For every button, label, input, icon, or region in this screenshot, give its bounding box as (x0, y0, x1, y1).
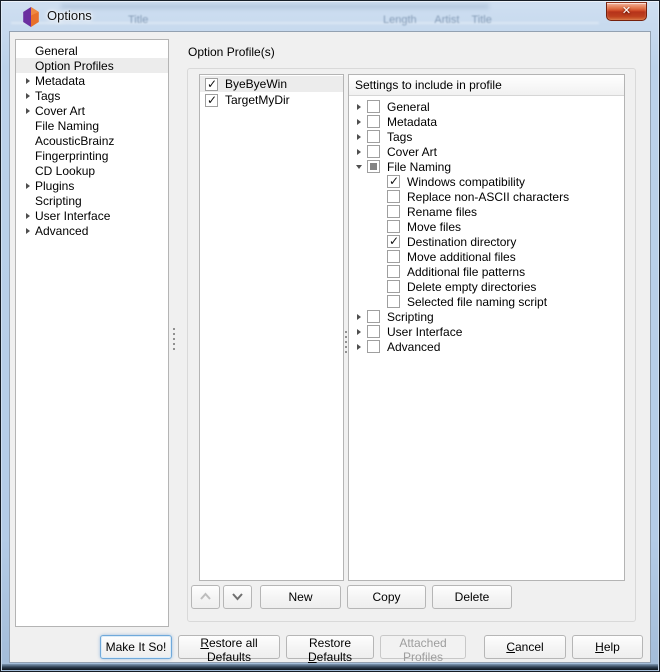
window-frame-bottom (2, 664, 658, 670)
setting-row-destination-directory[interactable] (349, 234, 624, 249)
options-category-tree (15, 39, 169, 627)
profiles-list (199, 74, 344, 581)
sidebar-item-general[interactable] (16, 43, 168, 58)
background-ghost-text: Title (128, 14, 149, 26)
profile-name: TargetMyDir (225, 93, 290, 107)
setting-label: Cover Art (387, 144, 438, 159)
setting-row-file-naming[interactable] (349, 159, 624, 174)
setting-checkbox[interactable] (387, 205, 400, 218)
button-label: ancel (514, 640, 544, 654)
chevron-right-icon (21, 78, 35, 84)
setting-row-user-interface[interactable] (349, 324, 624, 339)
setting-label: Windows compatibility (407, 174, 526, 189)
setting-row-advanced[interactable] (349, 339, 624, 354)
chevron-right-icon (21, 228, 35, 234)
setting-row-cover-art[interactable] (349, 144, 624, 159)
mnemonic: R (200, 636, 209, 650)
setting-row-tags[interactable] (349, 129, 624, 144)
setting-row-replace-non-ascii-characters[interactable] (349, 189, 624, 204)
sidebar-item-label: Cover Art (35, 103, 86, 118)
settings-tree-header: Settings to include in profile (349, 75, 624, 96)
setting-checkbox[interactable] (367, 115, 380, 128)
sidebar-item-label: General (35, 43, 78, 58)
move-up-button[interactable] (191, 585, 220, 609)
sidebar-item-label: Scripting (35, 193, 82, 208)
setting-checkbox[interactable] (387, 280, 400, 293)
setting-label: Move additional files (407, 249, 516, 264)
sidebar-item-label: CD Lookup (35, 163, 96, 178)
delete-profile-button[interactable]: Delete (432, 585, 512, 609)
setting-label: File Naming (387, 159, 452, 174)
setting-checkbox[interactable] (367, 160, 380, 173)
setting-checkbox[interactable] (387, 265, 400, 278)
chevron-right-icon[interactable] (351, 329, 367, 335)
setting-label: Selected file naming script (407, 294, 548, 309)
move-down-button[interactable] (223, 585, 252, 609)
setting-label: Move files (407, 219, 462, 234)
profile-checkbox[interactable] (205, 94, 218, 107)
chevron-right-icon[interactable] (351, 314, 367, 320)
setting-row-selected-file-naming-script[interactable] (349, 294, 624, 309)
chevron-right-icon (21, 108, 35, 114)
sidebar-item-label: Option Profiles (35, 58, 114, 73)
chevron-right-icon[interactable] (351, 344, 367, 350)
profile-row-targetmydir[interactable] (200, 92, 343, 108)
restore-all-defaults-button[interactable] (178, 635, 280, 664)
setting-label: Advanced (387, 339, 441, 354)
chevron-right-icon (21, 213, 35, 219)
profile-actions (191, 585, 512, 609)
button-label: elp (603, 640, 620, 654)
sidebar-item-fingerprinting[interactable] (16, 148, 168, 163)
setting-checkbox[interactable] (387, 190, 400, 203)
chevron-right-icon[interactable] (351, 134, 367, 140)
chevron-right-icon[interactable] (351, 149, 367, 155)
sidebar-item-scripting[interactable] (16, 193, 168, 208)
setting-label: Destination directory (407, 234, 517, 249)
settings-tree-panel (348, 74, 625, 581)
setting-row-additional-file-patterns[interactable] (349, 264, 624, 279)
groupbox-title: Option Profile(s) (188, 45, 275, 59)
background-bleed (11, 22, 599, 24)
setting-checkbox[interactable] (387, 295, 400, 308)
button-label: efaults (316, 650, 353, 664)
setting-row-scripting[interactable] (349, 309, 624, 324)
setting-checkbox[interactable] (367, 325, 380, 338)
close-button[interactable] (606, 2, 647, 21)
profile-row-byebyewin[interactable] (200, 76, 343, 92)
picard-logo-icon (22, 7, 40, 27)
copy-profile-button[interactable]: Copy (347, 585, 426, 609)
restore-defaults-button[interactable] (286, 635, 374, 664)
sidebar-item-label: Fingerprinting (35, 148, 109, 163)
titlebar[interactable] (1, 1, 659, 31)
sidebar-item-acousticbrainz[interactable] (16, 133, 168, 148)
dialog-footer (100, 635, 643, 664)
dialog-content (9, 31, 651, 663)
setting-checkbox[interactable] (387, 235, 400, 248)
chevron-up-icon (199, 590, 212, 604)
attached-profiles-button (380, 635, 466, 664)
chevron-right-icon (21, 93, 35, 99)
chevron-right-icon[interactable] (351, 119, 367, 125)
setting-checkbox[interactable] (367, 310, 380, 323)
mnemonic: D (307, 650, 317, 664)
cancel-button[interactable] (484, 635, 566, 659)
chevron-down-icon (231, 590, 244, 604)
button-label: Make It So! (105, 640, 167, 654)
mnemonic: H (595, 640, 604, 654)
setting-label: Replace non-ASCII characters (407, 189, 570, 204)
setting-label: Tags (387, 129, 413, 144)
profiles-splitter-handle[interactable] (345, 331, 347, 354)
background-bleed (61, 4, 489, 9)
setting-row-move-files[interactable] (349, 219, 624, 234)
setting-checkbox[interactable] (387, 250, 400, 263)
close-icon: ✕ (621, 5, 632, 17)
sidebar-item-label: Metadata (35, 73, 86, 88)
profile-name: ByeByeWin (225, 77, 288, 91)
sidebar-item-tags[interactable] (16, 88, 168, 103)
sidebar-item-file-naming[interactable] (16, 118, 168, 133)
background-ghost-text: Length Artist Title (383, 14, 492, 26)
setting-label: Delete empty directories (407, 279, 537, 294)
setting-label: User Interface (387, 324, 463, 339)
sidebar-item-label: Advanced (35, 223, 89, 238)
chevron-down-icon[interactable] (351, 165, 367, 169)
setting-label: Additional file patterns (407, 264, 526, 279)
make-it-so-button[interactable] (100, 635, 172, 659)
sidebar-item-option-profiles[interactable] (16, 58, 168, 73)
sidebar-item-metadata[interactable] (16, 73, 168, 88)
setting-label: General (387, 99, 430, 114)
setting-label: Rename files (407, 204, 478, 219)
sidebar-item-label: Plugins (35, 178, 75, 193)
chevron-right-icon[interactable] (351, 104, 367, 110)
setting-row-delete-empty-directories[interactable] (349, 279, 624, 294)
setting-row-rename-files[interactable] (349, 204, 624, 219)
option-profiles-groupbox (187, 68, 636, 622)
setting-label: Scripting (387, 309, 434, 324)
sidebar-item-label: Tags (35, 88, 61, 103)
setting-row-windows-compatibility[interactable] (349, 174, 624, 189)
sidebar-item-label: AcousticBrainz (35, 133, 115, 148)
sidebar-item-advanced[interactable] (16, 223, 168, 238)
setting-row-general[interactable] (349, 99, 624, 114)
sidebar-item-cover-art[interactable] (16, 103, 168, 118)
sidebar-item-cd-lookup[interactable] (16, 163, 168, 178)
sidebar-item-user-interface[interactable] (16, 208, 168, 223)
settings-tree (349, 96, 624, 354)
setting-checkbox[interactable] (367, 100, 380, 113)
sidebar-item-label: User Interface (35, 208, 111, 223)
button-label: Attached Profiles (399, 636, 447, 664)
setting-label: Metadata (387, 114, 438, 129)
sidebar-item-label: File Naming (35, 118, 100, 133)
button-label: Restore (308, 636, 352, 650)
profile-checkbox[interactable] (205, 78, 218, 91)
setting-row-metadata[interactable] (349, 114, 624, 129)
setting-checkbox[interactable] (367, 145, 380, 158)
setting-checkbox[interactable] (367, 340, 380, 353)
mnemonic: C (506, 640, 515, 654)
button-label: estore all Defaults (206, 636, 258, 664)
sidebar-splitter-handle[interactable] (173, 328, 175, 351)
window-title: Options (47, 8, 92, 23)
chevron-right-icon (21, 183, 35, 189)
setting-row-move-additional-files[interactable] (349, 249, 624, 264)
setting-checkbox[interactable] (387, 220, 400, 233)
new-profile-button[interactable]: New (260, 585, 341, 609)
sidebar-item-plugins[interactable] (16, 178, 168, 193)
help-button[interactable] (572, 635, 643, 659)
setting-checkbox[interactable] (367, 130, 380, 143)
setting-checkbox[interactable] (387, 175, 400, 188)
